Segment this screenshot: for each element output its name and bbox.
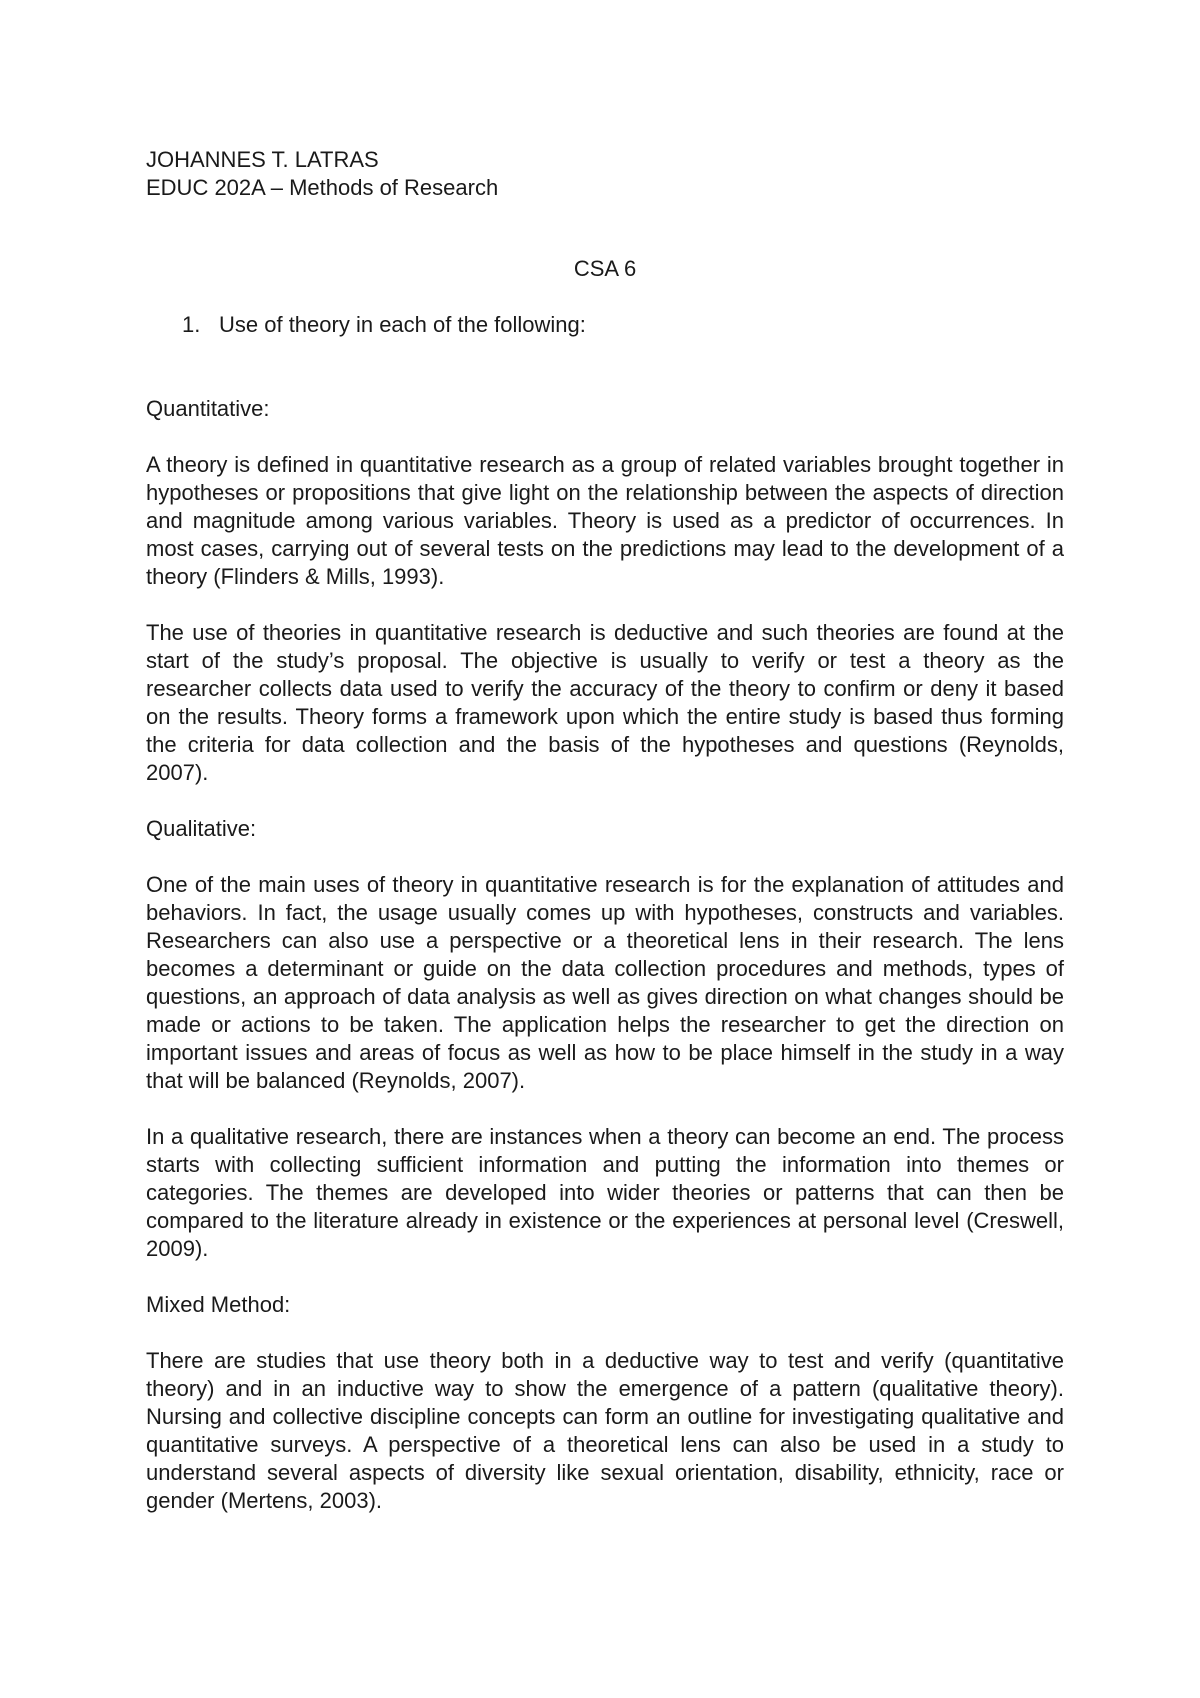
- author-name: JOHANNES T. LATRAS: [146, 147, 379, 172]
- qualitative-heading: Qualitative:: [146, 816, 257, 841]
- mixed-method-paragraph-1: There are studies that use theory both in a deductive way to test and verify (quantitative theory) and in an inductive way to show the emergence of a pattern (qualitative theory). Nursing and collective discipline concepts can form an outline for investigating qualitative and quantitative surveys. A perspective of a theoretical lens can also be used in a study to understand several aspects of diversity like sexual orientation, disability, ethnicity, race or gender (Mertens, 2003).: [146, 1348, 1064, 1513]
- document-page: [146, 146, 1064, 1515]
- question-number: 1.: [182, 312, 201, 337]
- course-title: EDUC 202A – Methods of Research: [146, 175, 499, 200]
- quantitative-paragraph-1: A theory is defined in quantitative research as a group of related variables brought together in hypotheses or propositions that give light on the relationship between the aspects of direction and magnitude among various variables. Theory is used as a predictor of occurrences. In most cases, carrying out of several tests on the predictions may lead to the development of a theory (Flinders & Mills, 1993).: [146, 452, 1064, 589]
- quantitative-heading: Quantitative:: [146, 396, 270, 421]
- page-title: CSA 6: [573, 256, 637, 281]
- qualitative-paragraph-2: In a qualitative research, there are instances when a theory can become an end. The process starts with collecting sufficient information and putting the information into themes or categories. The themes are developed into wider theories or patterns that can then be compared to the literature already in existence or the experiences at personal level (Creswell, 2009).: [146, 1124, 1064, 1261]
- qualitative-paragraph-1: One of the main uses of theory in quantitative research is for the explanation of attitudes and behaviors. In fact, the usage usually comes up with hypotheses, constructs and variables. Researchers can also use a perspective or a theoretical lens in their research. The lens becomes a determinant or guide on the data collection procedures and methods, types of questions, an approach of data analysis as well as gives direction on what changes should be made or actions to be taken. The application helps the researcher to get the direction on important issues and areas of focus as well as how to be place himself in the study in a way that will be balanced (Reynolds, 2007).: [146, 872, 1064, 1093]
- mixed-method-heading: Mixed Method:: [146, 1292, 291, 1317]
- question-item: [146, 311, 1064, 339]
- quantitative-paragraph-2: The use of theories in quantitative research is deductive and such theories are found at the start of the study’s proposal. The objective is usually to verify or test a theory as the researcher collects data used to verify the accuracy of the theory to confirm or deny it based on the results. Theory forms a framework upon which the entire study is based thus forming the criteria for data collection and the basis of the hypotheses and questions (Reynolds, 2007).: [146, 620, 1064, 785]
- question-text: Use of theory in each of the following:: [219, 312, 586, 337]
